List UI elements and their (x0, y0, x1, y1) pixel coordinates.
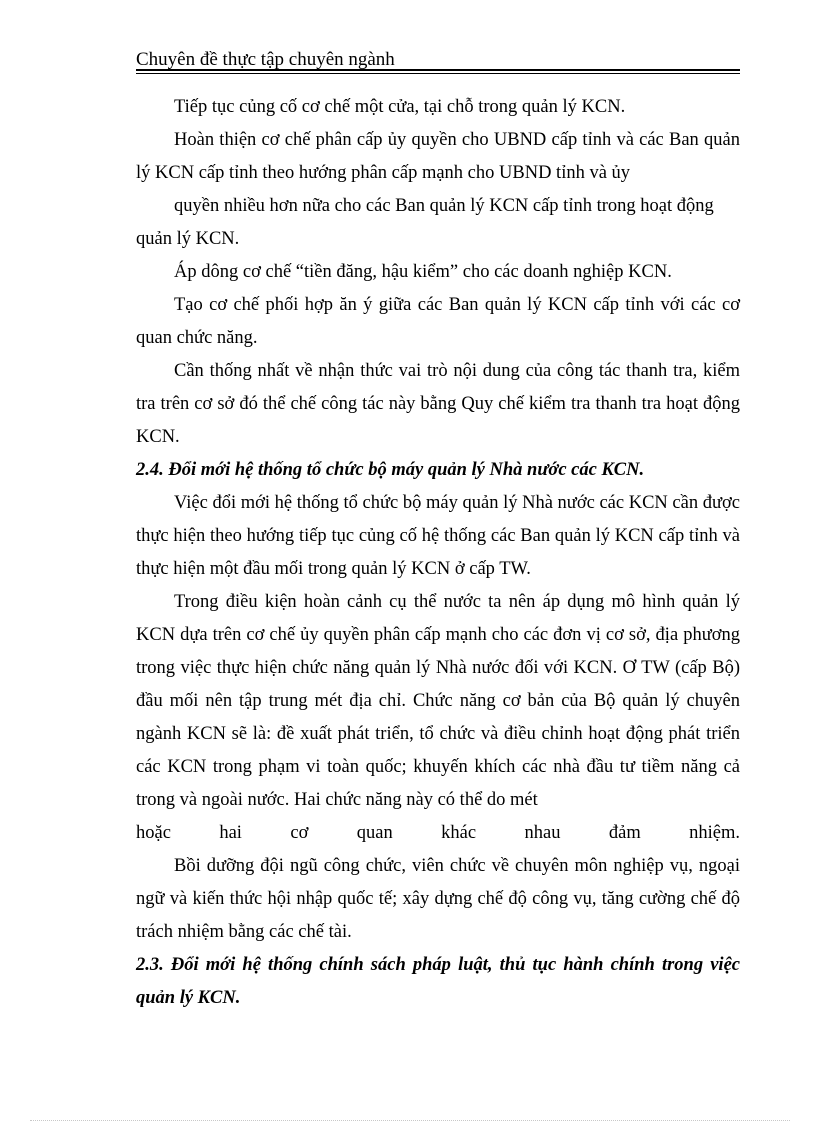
paragraph-one-stop-mechanism: Tiếp tục củng cố cơ chế một cửa, tại chỗ trong quản lý KCN. (174, 97, 626, 117)
section-heading-2-4: 2.4. Đổi mới hệ thống tổ chức bộ máy quản lý Nhà nước các KCN. (136, 460, 645, 480)
page-bottom-border (30, 1120, 790, 1121)
page-header-title: Chuyên đề thực tập chuyên ngành (136, 49, 395, 70)
paragraph-management-model-end: hoặc hai cơ quan khác nhau đảm nhiệm. (136, 823, 740, 843)
paragraph-staff-training: Bồi dưỡng đội ngũ công chức, viên chức về chuyên môn nghiệp vụ, ngoại ngữ và kiến thức hội nhập quốc tế; xây dựng chế độ công vụ, tăng cường chế độ trách nhiệm bằng các chế tài. (136, 856, 740, 942)
paragraph-delegation-mechanism: Hoàn thiện cơ chế phân cấp ủy quyền cho UBND cấp tỉnh và các Ban quản lý KCN cấp tỉnh theo hướng phân cấp mạnh cho UBND tỉnh và ủy (136, 130, 740, 183)
paragraph-pre-registration: Áp dông cơ chế “tiền đăng, hậu kiểm” cho các doanh nghiệp KCN. (174, 262, 672, 282)
paragraph-management-model: Trong điều kiện hoàn cảnh cụ thể nước ta nên áp dụng mô hình quản lý KCN dựa trên cơ chế ủy quyền phân cấp mạnh cho các đơn vị cơ sở, địa phương trong việc thực hiện chức năng quản lý Nhà nước đối với KCN. Ơ TW (cấp Bộ) đầu mối nên tập trung mét địa chỉ. Chức năng cơ bản của Bộ quản lý chuyên ngành KCN sẽ là: đề xuất phát triển, tổ chức và điều chỉnh hoạt động phát triển các KCN trong phạm vi toàn quốc; khuyến khích các nhà đầu tư tiềm năng cả trong và ngoài nước. Hai chức năng này có thể do mét (136, 592, 740, 810)
section-heading-2-3: 2.3. Đổi mới hệ thống chính sách pháp luật, thủ tục hành chính trong việc quản lý KCN. (136, 955, 740, 1008)
paragraph-delegation-continued: quyền nhiều hơn nữa cho các Ban quản lý KCN cấp tỉnh trong hoạt động (174, 196, 714, 216)
document-body (136, 91, 740, 1015)
paragraph-coordination: Tạo cơ chế phối hợp ăn ý giữa các Ban quản lý KCN cấp tỉnh với các cơ quan chức năng. (136, 295, 740, 348)
paragraph-inspection: Cần thống nhất về nhận thức vai trò nội dung của công tác thanh tra, kiểm tra trên cơ sở đó thể chế công tác này bằng Quy chế kiểm tra thanh tra hoạt động KCN. (136, 361, 740, 447)
paragraph-organization-reform: Việc đổi mới hệ thống tổ chức bộ máy quản lý Nhà nước các KCN cần được thực hiện theo hướng tiếp tục củng cố hệ thống các Ban quản lý KCN cấp tỉnh và thực hiện một đầu mối trong quản lý KCN ở cấp TW. (136, 493, 740, 579)
header-divider-thin (136, 73, 740, 74)
header-divider-thick (136, 69, 740, 71)
paragraph-delegation-end: quản lý KCN. (136, 229, 240, 249)
